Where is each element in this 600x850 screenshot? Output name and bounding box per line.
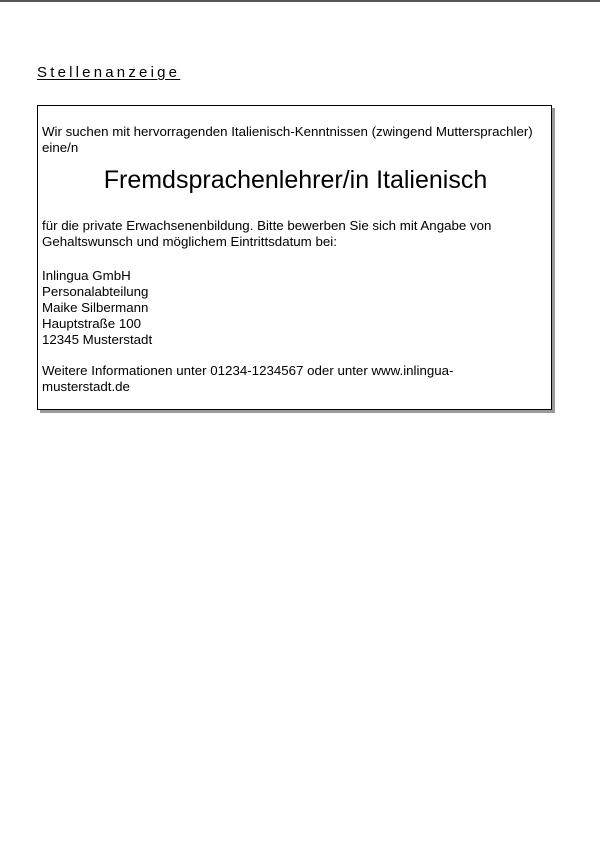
address-contact: Maike Silbermann	[42, 300, 149, 315]
more-info: Weitere Informationen unter 01234-1234567 oder unter www.inlingua-musterstadt.de	[42, 363, 454, 394]
address-street: Hauptstraße 100	[42, 316, 142, 331]
page-top-border	[0, 0, 600, 2]
address-department: Personalabteilung	[42, 284, 149, 299]
page-heading: Stellenanzeige	[37, 64, 181, 81]
job-title: Fremdsprachenlehrer/in Italienisch	[103, 166, 488, 194]
address-city: 12345 Musterstadt	[42, 332, 153, 347]
contact-address	[42, 268, 542, 348]
ad-request: für die private Erwachsenenbildung. Bitte bewerben Sie sich mit Angabe von Gehaltswunsch und möglichem Eintrittsdatum bei:	[42, 218, 492, 249]
ad-intro: Wir suchen mit hervorragenden Italienisch-Kenntnissen (zwingend Muttersprachler) eine/n	[42, 124, 533, 155]
address-company: Inlingua GmbH	[42, 268, 131, 283]
job-ad-box	[37, 105, 552, 410]
